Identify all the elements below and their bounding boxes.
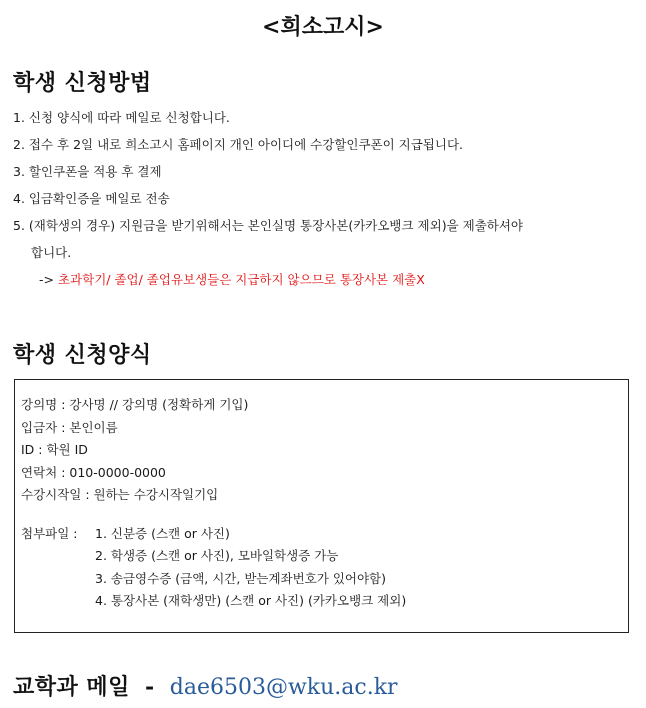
form-line-id: ID : 학원 ID [21, 442, 88, 457]
step-item: 3. 할인쿠폰을 적용 후 결제 [13, 164, 162, 179]
contact-email-link[interactable]: dae6503@wku.ac.kr [169, 675, 398, 700]
application-form-box [14, 379, 629, 633]
note-text: 초과학기/ 졸업/ 졸업유보생들은 지급하지 않으므로 통장사본 제출X [57, 272, 425, 287]
attachment-row [21, 523, 628, 546]
footer-contact [13, 670, 398, 701]
form-line-start-date: 수강시작일 : 원하는 수강시작일기입 [21, 487, 219, 502]
step-note [13, 266, 523, 293]
attachment-item: 4. 통장사본 (재학생만) (스캔 or 사진) (카카오뱅크 제외) [95, 593, 407, 608]
step-item-continuation: 합니다. [31, 245, 72, 260]
step-item: 5. (재학생의 경우) 지원금을 받기위해서는 본인실명 통장사본(카카오뱅크 제외)을 제출하셔야 [13, 218, 523, 233]
footer-separator: - [145, 674, 155, 700]
step-item: 4. 입금확인증을 메일로 전송 [13, 191, 170, 206]
form-heading: 학생 신청양식 [13, 342, 152, 368]
attachment-item: 3. 송금영수증 (금액, 시간, 받는계좌번호가 있어야함) [95, 570, 386, 586]
apply-method-heading: 학생 신청방법 [13, 70, 152, 96]
attachment-label: 첨부파일 : [21, 525, 78, 541]
form-line-lecture: 강의명 : 강사명 // 강의명 (정확하게 기입) [21, 397, 249, 412]
footer-label: 교학과 메일 [13, 674, 130, 700]
apply-steps-list [13, 104, 523, 293]
form-line-depositor: 입금자 : 본인이름 [21, 419, 118, 435]
form-line-contact: 연락처 : 010-0000-0000 [21, 464, 166, 480]
step-item: 2. 접수 후 2일 내로 희소고시 홈페이지 개인 아이디에 수강할인쿠폰이 지급됩니다. [13, 137, 463, 152]
page-title: <희소고시> [262, 14, 384, 40]
form-spacer [21, 507, 628, 523]
attachment-item: 1. 신분증 (스캔 or 사진) [95, 525, 230, 541]
note-arrow: -> [39, 272, 54, 287]
step-item: 1. 신청 양식에 따라 메일로 신청합니다. [13, 110, 230, 125]
attachment-item: 2. 학생증 (스캔 or 사진), 모바일학생증 가능 [95, 548, 339, 563]
